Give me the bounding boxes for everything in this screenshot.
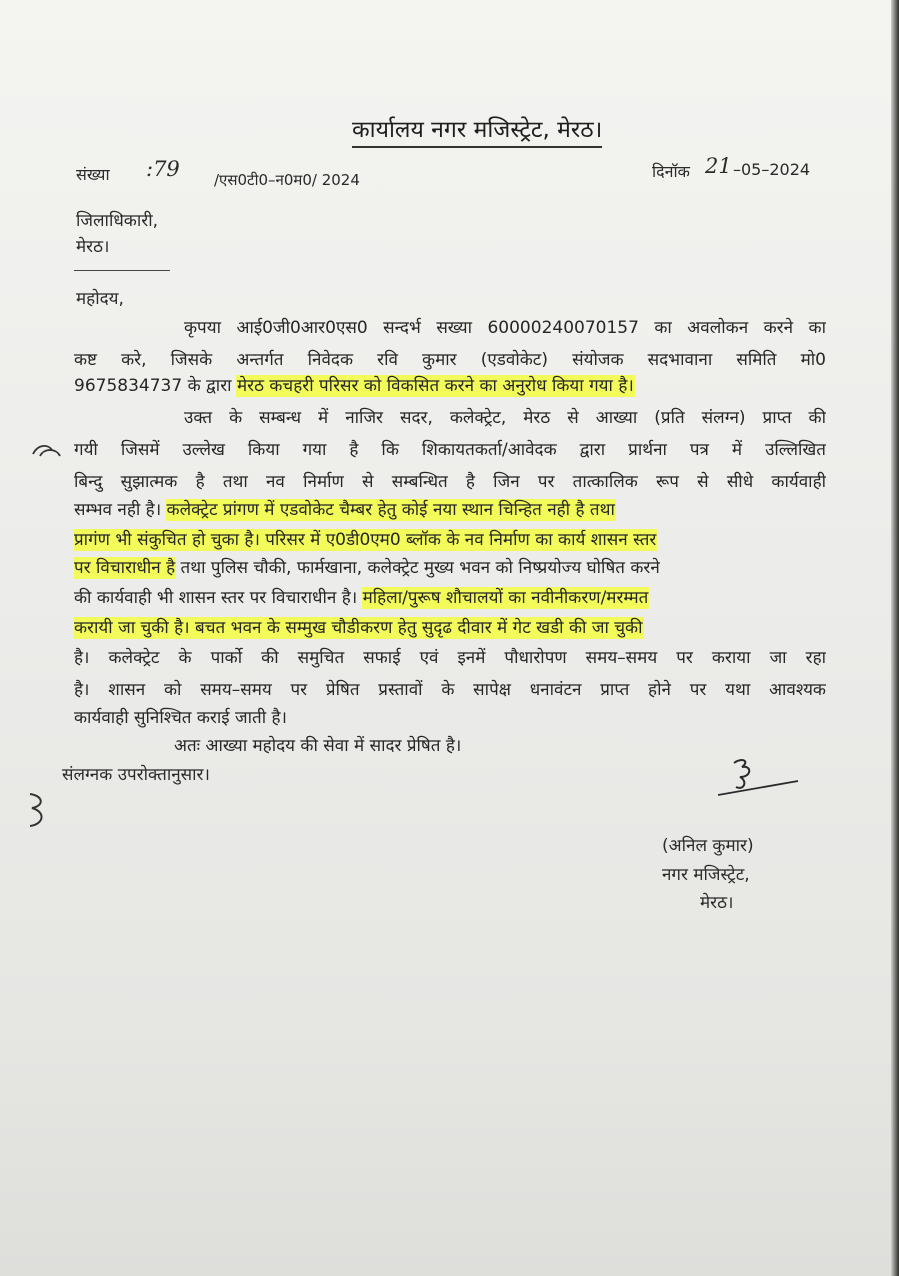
body-line: कष्ट करे, जिसके अन्तर्गत निवेदक रवि कुमार (एडवोकेट) संयोजक सदभावाना समिति मो0 <box>74 350 826 370</box>
ref-number: :79 <box>146 157 180 181</box>
highlighted-text: प्रागंण भी संकुचित हो चुका है। <box>74 530 260 550</box>
highlighted-text: बचत भवन के सम्मुख चौडीकरण हेतु सुदृढ दीवार में गेट खडी की जा चुकी <box>189 618 643 638</box>
body-line: बिन्दु सुझात्मक है तथा नव निर्माण से सम्बन्धित है जिन पर तात्कालिक रूप से सीधे कार्यवाही <box>74 472 826 492</box>
signatory-name: (अनिल कुमार) <box>662 836 754 856</box>
highlighted-text: पर विचाराधीन है <box>74 558 176 578</box>
body-text: की कार्यवाही भी शासन स्तर पर विचाराधीन है। <box>74 588 363 608</box>
addressee-line2: मेरठ। <box>76 237 110 257</box>
date-rest: –05–2024 <box>733 160 811 179</box>
highlighted-text: करायी जा चुकी है। <box>74 618 190 638</box>
body-line: अतः आख्या महोदय की सेवा में सादर प्रेषित है। <box>174 736 462 756</box>
highlighted-text: मेरठ कचहरी परिसर को विकसित करने का अनुरोध किया गया है। <box>236 376 634 396</box>
addressee-rule <box>74 270 170 271</box>
addressee-line1: जिलाधिकारी, <box>76 211 159 231</box>
ref-suffix: /एस0टी0–न0म0/ 2024 <box>214 171 360 189</box>
enclosure-note: संलग्नक उपरोक्तानुसार। <box>62 765 210 785</box>
bracket-mark-icon <box>24 790 52 830</box>
salutation: महोदय, <box>76 289 124 309</box>
signatory-place: मेरठ। <box>700 893 734 913</box>
date-day: 21 <box>705 154 732 178</box>
body-text: सम्भव नही है। <box>74 500 167 520</box>
body-line <box>74 370 826 402</box>
body-line <box>74 552 826 584</box>
body-text: 9675834737 के द्वारा <box>74 376 237 396</box>
ref-label: संख्या <box>76 165 110 184</box>
highlighted-text: परिसर में ए0डी0एम0 ब्लॉक के नव निर्माण का कार्य शासन स्तर <box>259 530 657 550</box>
office-heading: कार्यालय नगर मजिस्ट्रेट, मेरठ। <box>352 112 602 148</box>
body-line: कृपया आई0जी0आर0एस0 सन्दर्भ सख्या 60000240070157 का अवलोकन करने का <box>184 318 826 338</box>
body-line <box>74 494 826 526</box>
date-label: दिनॉक <box>652 162 690 181</box>
body-line: गयी जिसमें उल्लेख किया गया है कि शिकायतकर्ता/आवेदक द्वारा प्रार्थना पत्र में उल्लिखित <box>74 440 826 460</box>
pen-mark-icon <box>30 440 64 462</box>
signature-icon <box>718 755 802 805</box>
body-line: कार्यवाही सुनिश्चित कराई जाती है। <box>74 708 288 728</box>
body-line: है। कलेक्ट्रेट के पार्को की समुचित सफाई एवं इनमें पौधारोपण समय–समय पर कराया जा रहा <box>74 648 826 668</box>
body-line <box>74 612 826 644</box>
body-line <box>74 582 826 614</box>
highlighted-text: महिला/पुरूष शौचालयों का नवीनीकरण/मरम्मत <box>362 588 649 608</box>
body-line: है। शासन को समय–समय पर प्रेषित प्रस्तावों के सापेक्ष धनावंटन प्राप्त होने पर यथा आवश्यक <box>74 680 826 700</box>
body-line: उक्त के सम्बन्ध में नाजिर सदर, कलेक्ट्रेट, मेरठ से आख्या (प्रति संलग्न) प्राप्त की <box>184 408 826 428</box>
highlighted-text: कलेक्ट्रेट प्रांगण में एडवोकेट चैम्बर हेतु कोई नया स्थान चिन्हित नही है तथा <box>166 500 615 520</box>
page-edge-shadow <box>891 0 899 1276</box>
body-text: तथा पुलिस चौकी, फार्मखाना, कलेक्ट्रेट मुख्य भवन को निष्प्रयोज्य घोषित करने <box>175 558 660 578</box>
signatory-title: नगर मजिस्ट्रेट, <box>662 865 750 885</box>
